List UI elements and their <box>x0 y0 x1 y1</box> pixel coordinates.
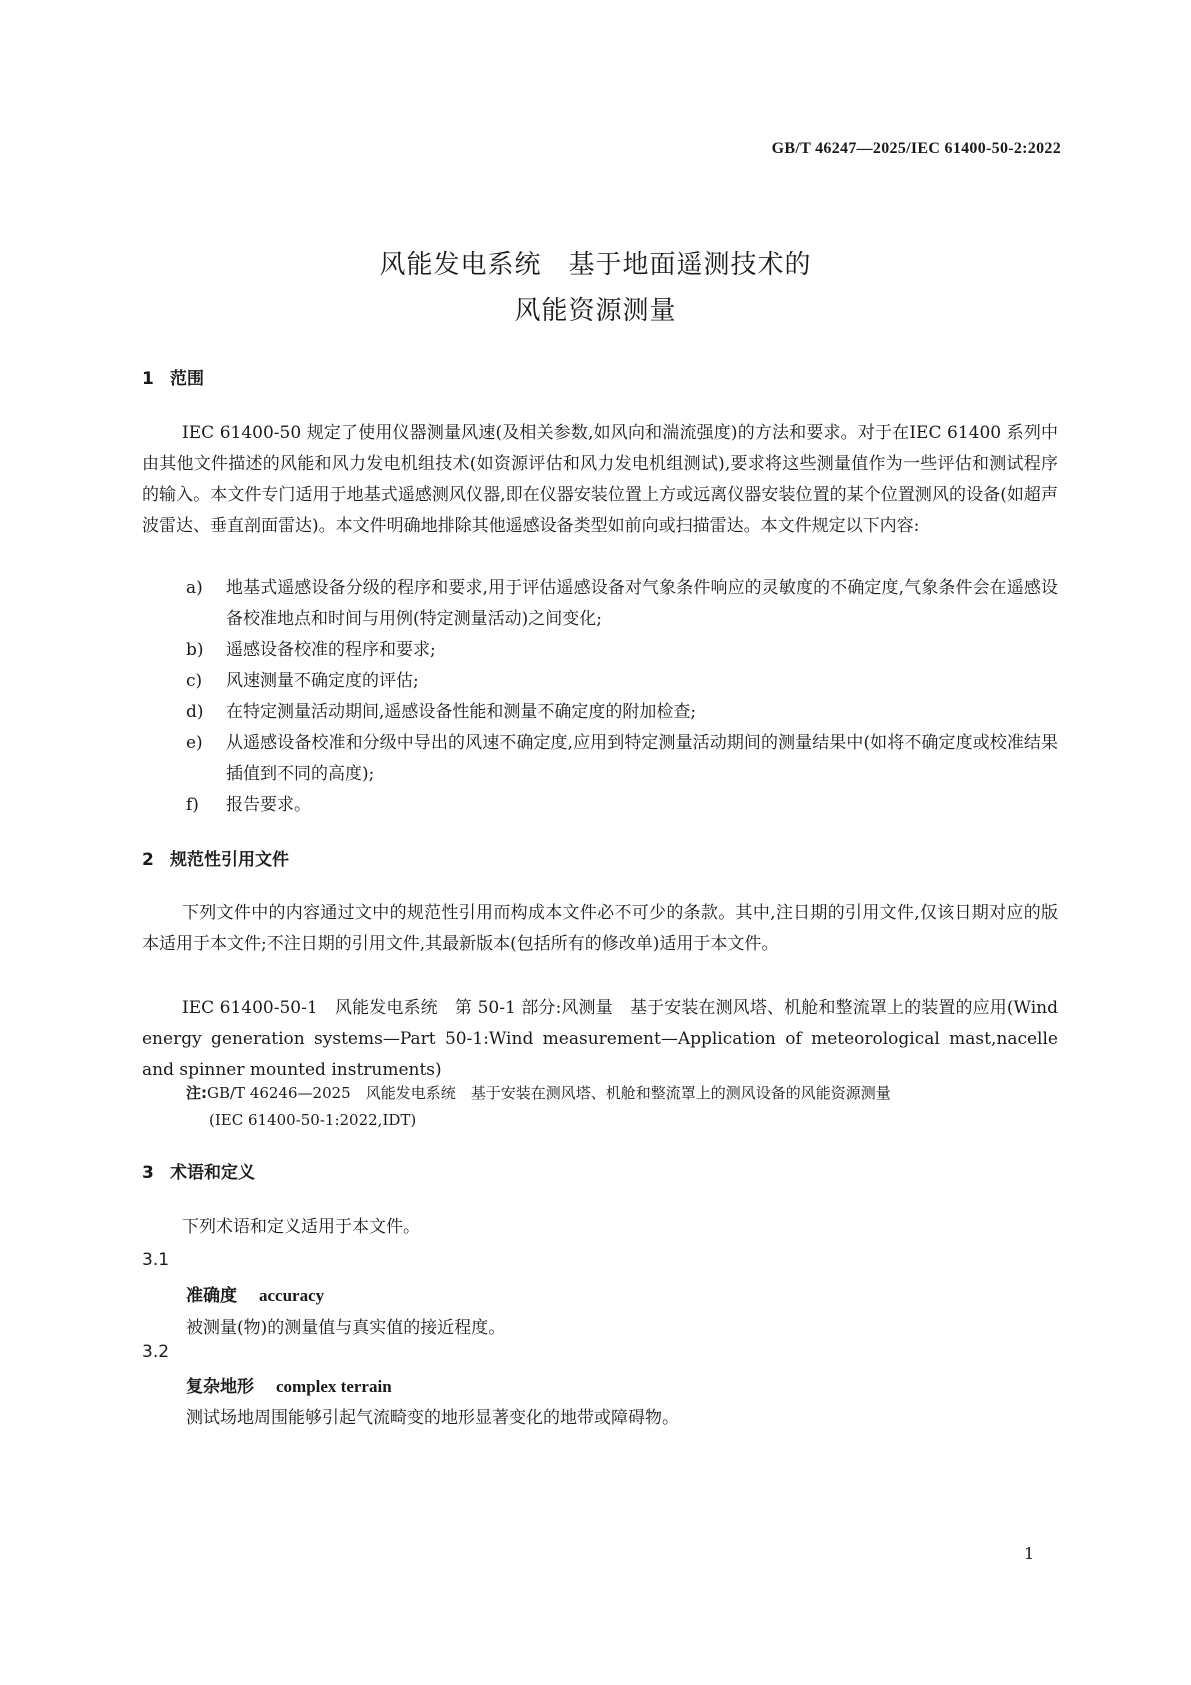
section-number: 2 <box>142 850 154 870</box>
term-number: 3.2 <box>142 1342 170 1362</box>
section-title: 范围 <box>170 369 204 389</box>
list-item <box>186 635 1058 666</box>
note <box>186 1080 1058 1134</box>
list-item-text: 风速测量不确定度的评估; <box>226 671 419 691</box>
section-title: 规范性引用文件 <box>170 850 289 870</box>
list-item-label: c) <box>186 671 203 691</box>
section-number: 1 <box>142 369 154 389</box>
page-number: 1 <box>1024 1544 1035 1563</box>
section-title: 术语和定义 <box>170 1163 255 1183</box>
list-item <box>186 697 1058 728</box>
list-item-text: 地基式遥感设备分级的程序和要求,用于评估遥感设备对气象条件响应的灵敏度的不确定度,气象条件会在遥感设备校准地点和时间与用例(特定测量活动)之间变化; <box>226 578 1058 629</box>
reference-entry: IEC 61400-50-1 风能发电系统 第 50-1 部分:风测量 基于安装在测风塔、机舱和整流罩上的装置的应用(Wind energy generation systems—Part 50-1:Wind measurement—Application of meteorological mast,nacelle and spinner mounted instruments) <box>142 998 1058 1080</box>
standard-number: GB/T 46247—2025/IEC 61400-50-2:2022 <box>771 140 1061 157</box>
list-item-label: f) <box>186 795 199 815</box>
term-heading <box>186 1281 324 1306</box>
note-label: 注: <box>186 1084 207 1102</box>
section-heading-normative-references <box>142 845 289 870</box>
list-item-text: 在特定测量活动期间,遥感设备性能和测量不确定度的附加检查; <box>226 702 697 722</box>
list-item-text: 报告要求。 <box>226 795 311 815</box>
list-item-label: d) <box>186 702 204 722</box>
term-chinese: 复杂地形 <box>186 1377 254 1397</box>
list-item <box>186 573 1058 635</box>
list-item <box>186 666 1058 697</box>
terms-intro: 下列术语和定义适用于本文件。 <box>182 1217 420 1237</box>
term-definition: 被测量(物)的测量值与真实值的接近程度。 <box>186 1318 506 1338</box>
list-item-label: a) <box>186 578 203 598</box>
section-heading-scope <box>142 364 204 389</box>
term-chinese: 准确度 <box>186 1286 237 1306</box>
term-number: 3.1 <box>142 1250 170 1270</box>
document-title-line1: 风能发电系统 基于地面遥测技术的 <box>379 250 812 280</box>
list-item-text: 从遥感设备校准和分级中导出的风速不确定度,应用到特定测量活动期间的测量结果中(如将不确定度或校准结果插值到不同的高度); <box>226 733 1058 784</box>
term-english: accuracy <box>259 1286 325 1305</box>
list-item <box>186 728 1058 790</box>
list-item <box>186 790 1058 821</box>
list-item-text: 遥感设备校准的程序和要求; <box>226 640 436 660</box>
term-english: complex terrain <box>276 1377 392 1396</box>
note-text-line1: GB/T 46246—2025 风能发电系统 基于安装在测风塔、机舱和整流罩上的测风设备的风能资源测量 <box>207 1084 891 1102</box>
references-paragraph: 下列文件中的内容通过文中的规范性引用而构成本文件必不可少的条款。其中,注日期的引用文件,仅该日期对应的版本适用于本文件;不注日期的引用文件,其最新版本(包括所有的修改单)适用于本文件。 <box>142 903 1058 954</box>
list-item-label: b) <box>186 640 204 660</box>
list-item-label: e) <box>186 733 203 753</box>
section-heading-terms <box>142 1158 255 1183</box>
note-text-line2: (IEC 61400-50-1:2022,IDT) <box>209 1111 417 1129</box>
document-title-line2: 风能资源测量 <box>514 296 677 326</box>
scope-paragraph: IEC 61400-50 规定了使用仪器测量风速(及相关参数,如风向和湍流强度)的方法和要求。对于在IEC 61400 系列中由其他文件描述的风能和风力发电机组技术(如资源评估和风力发电机组测试),要求将这些测量值作为一些评估和测试程序的输入。本文件专门适用于地基式遥感测风仪器,即在仪器安装位置上方或远离仪器安装位置的某个位置测风的设备(如超声波雷达、垂直剖面雷达)。本文件明确地排除其他遥感设备类型如前向或扫描雷达。本文件规定以下内容: <box>142 423 1058 536</box>
term-definition: 测试场地周围能够引起气流畸变的地形显著变化的地带或障碍物。 <box>186 1408 679 1428</box>
section-number: 3 <box>142 1163 154 1183</box>
term-heading <box>186 1372 392 1397</box>
